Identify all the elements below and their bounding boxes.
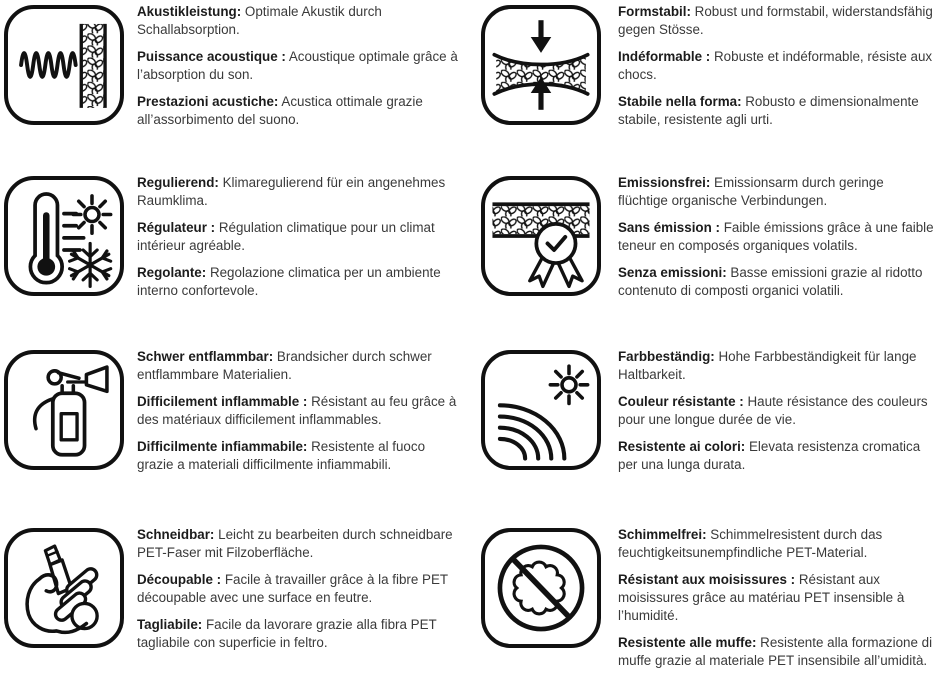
climate-regulation-icon (4, 176, 124, 296)
feature-paragraph (618, 438, 934, 474)
feature-description: Robust und formstabil, widerstandsfähig gegen Stösse. (618, 4, 933, 37)
feature-paragraph (137, 348, 464, 384)
feature-term: Indéformable : (618, 49, 711, 64)
color-fastness-icon (481, 350, 601, 470)
feature-text (618, 348, 934, 483)
feature-paragraph (137, 264, 464, 300)
feature-paragraph (618, 571, 934, 625)
feature-paragraph (618, 174, 934, 210)
feature-term: Regulierend: (137, 175, 219, 190)
feature-description: Haute résistance des couleurs pour une longue durée de vie. (618, 394, 928, 427)
feature-paragraph (137, 174, 464, 210)
feature-term: Difficilmente infiammabile: (137, 439, 308, 454)
feature-description: Acoustique optimale grâce à l’absorption du son. (137, 49, 458, 82)
feature-description: Résistant aux moisissures grâce au matériau PET insensible à l’humidité. (618, 572, 905, 623)
feature-card-emission-free (481, 171, 936, 345)
feature-term: Akustikleistung: (137, 4, 242, 19)
low-emission-certificate-icon (481, 176, 601, 296)
feature-paragraph (137, 93, 464, 129)
feature-card-mold-free (481, 523, 936, 679)
feature-description: Brandsicher durch schwer entflammbare Materialien. (137, 349, 432, 382)
fire-extinguisher-icon (4, 350, 124, 470)
feature-paragraph (618, 393, 934, 429)
feature-description: Resistente al fuoco grazie a materiali difficilmente infiammabili. (137, 439, 426, 472)
feature-description: Résistant au feu grâce à des matériaux difficilement inflammables. (137, 394, 457, 427)
feature-description: Robusto e dimensionalmente stabile, resistente agli urti. (618, 94, 919, 127)
feature-card-climate (0, 171, 481, 345)
feature-term: Sans émission : (618, 220, 720, 235)
feature-term: Resistente ai colori: (618, 439, 746, 454)
feature-paragraph (137, 526, 464, 562)
feature-description: Faible émissions grâce à une faible teneur en composés organiques volatils. (618, 220, 934, 253)
feature-paragraph (618, 48, 934, 84)
feature-card-acoustic (0, 0, 481, 171)
feature-paragraph (618, 219, 934, 255)
feature-text (137, 3, 464, 138)
feature-paragraph (137, 616, 464, 652)
feature-term: Résistant aux moisissures : (618, 572, 796, 587)
feature-card-flame-retardant (0, 345, 481, 523)
feature-text (137, 526, 464, 661)
feature-description: Acustica ottimale grazie all’assorbimento del suono. (137, 94, 423, 127)
feature-paragraph (618, 264, 934, 300)
feature-term: Schimmelfrei: (618, 527, 707, 542)
feature-term: Regolante: (137, 265, 207, 280)
feature-description: Facile da lavorare grazie alla fibra PET tagliabile con superficie in feltro. (137, 617, 437, 650)
feature-card-color-fast (481, 345, 936, 523)
feature-paragraph (618, 3, 934, 39)
feature-description: Facile à travailler grâce à la fibre PET découpable avec une surface en feutre. (137, 572, 448, 605)
feature-paragraph (137, 3, 464, 39)
feature-term: Stabile nella forma: (618, 94, 742, 109)
feature-card-form-stable (481, 0, 936, 171)
cutter-hand-icon (4, 528, 124, 648)
feature-description: Basse emissioni grazie al ridotto contenuto di composti organici volatili. (618, 265, 923, 298)
feature-term: Schneidbar: (137, 527, 215, 542)
no-mold-icon (481, 528, 601, 648)
feature-text (137, 174, 464, 309)
feature-description: Schimmelresistent durch das feuchtigkeitsunempfindliche PET-Material. (618, 527, 883, 560)
feature-description: Robuste et indéformable, résiste aux chocs. (618, 49, 933, 82)
feature-term: Difficilement inflammable : (137, 394, 308, 409)
feature-paragraph (137, 219, 464, 255)
feature-term: Découpable : (137, 572, 222, 587)
feature-paragraph (618, 348, 934, 384)
feature-description: Klimaregulierend für ein angenehmes Raumklima. (137, 175, 446, 208)
feature-paragraph (618, 526, 934, 562)
feature-description: Resistente alla formazione di muffe grazie al materiale PET insensibile all’umidità. (618, 635, 933, 668)
feature-description: Optimale Akustik durch Schallabsorption. (137, 4, 382, 37)
feature-paragraph (137, 48, 464, 84)
sound-absorption-icon (4, 5, 124, 125)
compression-resistance-icon (481, 5, 601, 125)
feature-term: Farbbeständig: (618, 349, 715, 364)
feature-term: Emissionsfrei: (618, 175, 711, 190)
feature-description: Régulation climatique pour un climat intérieur agréable. (137, 220, 435, 253)
feature-term: Couleur résistante : (618, 394, 744, 409)
feature-description: Regolazione climatica per un ambiente interno confortevole. (137, 265, 441, 298)
feature-text (618, 174, 934, 309)
feature-description: Emissionsarm durch geringe flüchtige organische Verbindungen. (618, 175, 884, 208)
feature-paragraph (137, 438, 464, 474)
feature-term: Schwer entflammbar: (137, 349, 274, 364)
feature-term: Resistente alle muffe: (618, 635, 757, 650)
feature-term: Formstabil: (618, 4, 691, 19)
feature-term: Puissance acoustique : (137, 49, 286, 64)
feature-paragraph (618, 93, 934, 129)
feature-description: Hohe Farbbeständigkeit für lange Haltbarkeit. (618, 349, 917, 382)
feature-term: Tagliabile: (137, 617, 203, 632)
feature-text (137, 348, 464, 483)
feature-term: Régulateur : (137, 220, 216, 235)
feature-paragraph (137, 393, 464, 429)
feature-description: Leicht zu bearbeiten durch schneidbare PET-Faser mit Filzoberfläche. (137, 527, 453, 560)
feature-text (618, 3, 934, 138)
feature-card-cuttable (0, 523, 481, 679)
feature-term: Senza emissioni: (618, 265, 727, 280)
feature-text (618, 526, 934, 679)
feature-term: Prestazioni acustiche: (137, 94, 279, 109)
feature-description: Elevata resistenza cromatica per una lunga durata. (618, 439, 921, 472)
feature-paragraph (618, 634, 934, 670)
feature-paragraph (137, 571, 464, 607)
